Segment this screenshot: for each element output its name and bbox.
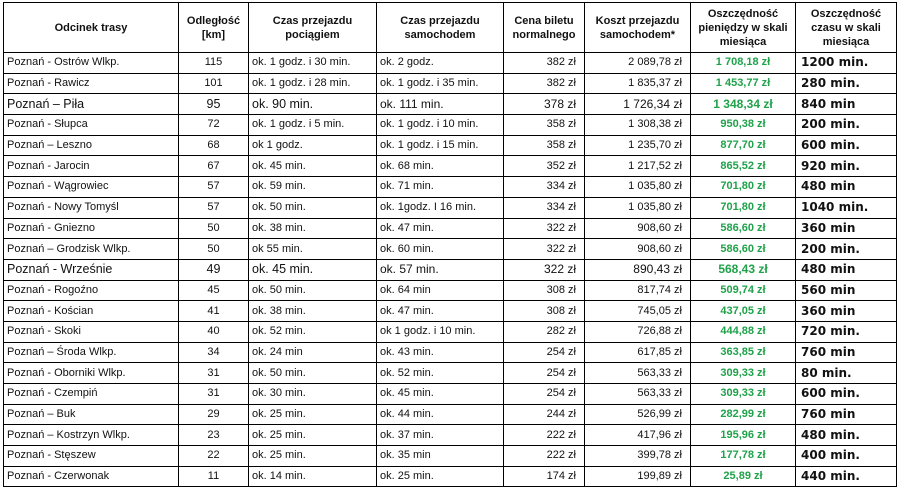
train-time-cell: ok. 1 godz. i 5 min.: [249, 115, 377, 136]
time-saving-cell: 480 min: [796, 177, 897, 198]
ticket-price-cell: 378 zł: [504, 94, 585, 115]
car-time-cell: ok 1 godz. i 10 min.: [377, 321, 504, 342]
table-row: [4, 363, 897, 384]
money-saving-cell: 865,52 zł: [691, 156, 796, 177]
train-time-cell: ok. 38 min.: [249, 218, 377, 239]
distance-cell: 40: [179, 321, 249, 342]
ticket-price-cell: 322 zł: [504, 218, 585, 239]
money-saving-cell: 950,38 zł: [691, 115, 796, 136]
car-time-cell: ok. 2 godz.: [377, 53, 504, 74]
table-row: [4, 321, 897, 342]
car-cost-cell: 1 035,80 zł: [585, 197, 691, 218]
ticket-price-cell: 322 zł: [504, 259, 585, 280]
time-saving-cell: 920 min.: [796, 156, 897, 177]
train-time-cell: ok. 45 min.: [249, 259, 377, 280]
distance-cell: 101: [179, 73, 249, 94]
time-saving-cell: 480 min.: [796, 425, 897, 446]
route-cell: Poznań - Oborniki Wlkp.: [4, 363, 179, 384]
car-cost-cell: 890,43 zł: [585, 259, 691, 280]
car-cost-cell: 1 726,34 zł: [585, 94, 691, 115]
car-cost-cell: 726,88 zł: [585, 321, 691, 342]
car-time-cell: ok. 52 min.: [377, 363, 504, 384]
train-time-cell: ok. 14 min.: [249, 466, 377, 487]
money-saving-cell: 586,60 zł: [691, 218, 796, 239]
table-row: [4, 197, 897, 218]
time-saving-cell: 360 min: [796, 301, 897, 322]
train-time-cell: ok. 50 min.: [249, 197, 377, 218]
time-saving-cell: 760 min: [796, 404, 897, 425]
ticket-price-cell: 254 zł: [504, 342, 585, 363]
time-saving-cell: 280 min.: [796, 73, 897, 94]
time-saving-cell: 760 min: [796, 342, 897, 363]
car-time-cell: ok. 1 godz. i 15 min.: [377, 135, 504, 156]
distance-cell: 22: [179, 446, 249, 467]
money-saving-cell: 195,96 zł: [691, 425, 796, 446]
car-cost-cell: 817,74 zł: [585, 280, 691, 301]
route-cell: Poznań – Leszno: [4, 135, 179, 156]
train-time-cell: ok. 45 min.: [249, 156, 377, 177]
route-cell: Poznań – Kostrzyn Wlkp.: [4, 425, 179, 446]
money-saving-cell: 1 348,34 zł: [691, 94, 796, 115]
car-cost-cell: 908,60 zł: [585, 218, 691, 239]
commute-comparison-table: [3, 2, 897, 487]
distance-cell: 23: [179, 425, 249, 446]
time-saving-cell: 560 min: [796, 280, 897, 301]
table-row: [4, 404, 897, 425]
money-saving-cell: 568,43 zł: [691, 259, 796, 280]
car-time-cell: ok. 68 min.: [377, 156, 504, 177]
route-cell: Poznań - Jarocin: [4, 156, 179, 177]
distance-cell: 50: [179, 239, 249, 260]
car-time-cell: ok. 64 min: [377, 280, 504, 301]
car-cost-cell: 1 217,52 zł: [585, 156, 691, 177]
header-ticket-price: Cena biletu normalnego: [504, 3, 585, 53]
time-saving-cell: 80 min.: [796, 363, 897, 384]
money-saving-cell: 701,80 zł: [691, 197, 796, 218]
train-time-cell: ok. 30 min.: [249, 384, 377, 405]
ticket-price-cell: 254 zł: [504, 384, 585, 405]
table-row: [4, 177, 897, 198]
time-saving-cell: 720 min.: [796, 321, 897, 342]
ticket-price-cell: 358 zł: [504, 135, 585, 156]
time-saving-cell: 200 min.: [796, 115, 897, 136]
train-time-cell: ok. 52 min.: [249, 321, 377, 342]
ticket-price-cell: 382 zł: [504, 53, 585, 74]
car-time-cell: ok. 111 min.: [377, 94, 504, 115]
ticket-price-cell: 174 zł: [504, 466, 585, 487]
train-time-cell: ok. 59 min.: [249, 177, 377, 198]
table-row: [4, 156, 897, 177]
distance-cell: 11: [179, 466, 249, 487]
train-time-cell: ok. 1 godz. i 30 min.: [249, 53, 377, 74]
route-cell: Poznań - Gniezno: [4, 218, 179, 239]
train-time-cell: ok. 25 min.: [249, 446, 377, 467]
header-car-cost: Koszt przejazdu samochodem*: [585, 3, 691, 53]
money-saving-cell: 177,78 zł: [691, 446, 796, 467]
car-time-cell: ok. 35 min: [377, 446, 504, 467]
ticket-price-cell: 308 zł: [504, 301, 585, 322]
distance-cell: 31: [179, 363, 249, 384]
car-time-cell: ok. 1 godz. i 35 min.: [377, 73, 504, 94]
header-money-saving: Oszczędność pieniędzy w skali miesiąca: [691, 3, 796, 53]
car-time-cell: ok. 37 min.: [377, 425, 504, 446]
train-time-cell: ok. 25 min.: [249, 425, 377, 446]
money-saving-cell: 877,70 zł: [691, 135, 796, 156]
car-cost-cell: 1 235,70 zł: [585, 135, 691, 156]
table-body: [4, 53, 897, 487]
distance-cell: 41: [179, 301, 249, 322]
route-cell: Poznań - Rawicz: [4, 73, 179, 94]
table-row: [4, 425, 897, 446]
distance-cell: 115: [179, 53, 249, 74]
car-cost-cell: 199,89 zł: [585, 466, 691, 487]
money-saving-cell: 363,85 zł: [691, 342, 796, 363]
ticket-price-cell: 334 zł: [504, 197, 585, 218]
train-time-cell: ok. 1 godz. i 28 min.: [249, 73, 377, 94]
car-cost-cell: 908,60 zł: [585, 239, 691, 260]
time-saving-cell: 200 min.: [796, 239, 897, 260]
ticket-price-cell: 282 zł: [504, 321, 585, 342]
car-time-cell: ok. 47 min.: [377, 301, 504, 322]
distance-cell: 67: [179, 156, 249, 177]
table-row: [4, 73, 897, 94]
header-distance: Odległość [km]: [179, 3, 249, 53]
header-route: Odcinek trasy: [4, 3, 179, 53]
route-cell: Poznań - Ostrów Wlkp.: [4, 53, 179, 74]
route-cell: Poznań – Środa Wlkp.: [4, 342, 179, 363]
car-time-cell: ok. 57 min.: [377, 259, 504, 280]
table-row: [4, 239, 897, 260]
route-cell: Poznań - Czerwonak: [4, 466, 179, 487]
car-time-cell: ok. 43 min.: [377, 342, 504, 363]
car-time-cell: ok. 1 godz. i 10 min.: [377, 115, 504, 136]
ticket-price-cell: 254 zł: [504, 363, 585, 384]
table-row: [4, 115, 897, 136]
money-saving-cell: 309,33 zł: [691, 384, 796, 405]
train-time-cell: ok. 50 min.: [249, 280, 377, 301]
money-saving-cell: 437,05 zł: [691, 301, 796, 322]
car-cost-cell: 399,78 zł: [585, 446, 691, 467]
car-time-cell: ok. 60 min.: [377, 239, 504, 260]
route-cell: Poznań – Buk: [4, 404, 179, 425]
car-cost-cell: 2 089,78 zł: [585, 53, 691, 74]
time-saving-cell: 600 min.: [796, 135, 897, 156]
money-saving-cell: 282,99 zł: [691, 404, 796, 425]
money-saving-cell: 25,89 zł: [691, 466, 796, 487]
table-row: [4, 466, 897, 487]
route-cell: Poznań - Stęszew: [4, 446, 179, 467]
route-cell: Poznań - Wrześnie: [4, 259, 179, 280]
table-row: [4, 135, 897, 156]
table-row: [4, 301, 897, 322]
train-time-cell: ok. 90 min.: [249, 94, 377, 115]
money-saving-cell: 1 708,18 zł: [691, 53, 796, 74]
distance-cell: 57: [179, 197, 249, 218]
car-cost-cell: 526,99 zł: [585, 404, 691, 425]
car-cost-cell: 1 835,37 zł: [585, 73, 691, 94]
ticket-price-cell: 308 zł: [504, 280, 585, 301]
header-car-time: Czas przejazdu samochodem: [377, 3, 504, 53]
distance-cell: 45: [179, 280, 249, 301]
distance-cell: 50: [179, 218, 249, 239]
money-saving-cell: 444,88 zł: [691, 321, 796, 342]
ticket-price-cell: 358 zł: [504, 115, 585, 136]
time-saving-cell: 1200 min.: [796, 53, 897, 74]
train-time-cell: ok. 24 min: [249, 342, 377, 363]
train-time-cell: ok 1 godz.: [249, 135, 377, 156]
train-time-cell: ok 55 min.: [249, 239, 377, 260]
route-cell: Poznań - Wągrowiec: [4, 177, 179, 198]
car-cost-cell: 563,33 zł: [585, 384, 691, 405]
train-time-cell: ok. 38 min.: [249, 301, 377, 322]
time-saving-cell: 1040 min.: [796, 197, 897, 218]
distance-cell: 31: [179, 384, 249, 405]
train-time-cell: ok. 50 min.: [249, 363, 377, 384]
distance-cell: 72: [179, 115, 249, 136]
car-cost-cell: 745,05 zł: [585, 301, 691, 322]
car-cost-cell: 1 308,38 zł: [585, 115, 691, 136]
car-cost-cell: 617,85 zł: [585, 342, 691, 363]
car-cost-cell: 563,33 zł: [585, 363, 691, 384]
money-saving-cell: 309,33 zł: [691, 363, 796, 384]
route-cell: Poznań - Skoki: [4, 321, 179, 342]
car-cost-cell: 417,96 zł: [585, 425, 691, 446]
money-saving-cell: 1 453,77 zł: [691, 73, 796, 94]
distance-cell: 34: [179, 342, 249, 363]
car-time-cell: ok. 71 min.: [377, 177, 504, 198]
time-saving-cell: 840 min: [796, 94, 897, 115]
ticket-price-cell: 222 zł: [504, 425, 585, 446]
train-time-cell: ok. 25 min.: [249, 404, 377, 425]
car-time-cell: ok. 44 min.: [377, 404, 504, 425]
distance-cell: 57: [179, 177, 249, 198]
table-row: [4, 280, 897, 301]
table-row: [4, 218, 897, 239]
car-time-cell: ok. 45 min.: [377, 384, 504, 405]
time-saving-cell: 360 min: [796, 218, 897, 239]
table-row: [4, 259, 897, 280]
ticket-price-cell: 382 zł: [504, 73, 585, 94]
ticket-price-cell: 244 zł: [504, 404, 585, 425]
time-saving-cell: 400 min.: [796, 446, 897, 467]
route-cell: Poznań - Nowy Tomyśl: [4, 197, 179, 218]
route-cell: Poznań - Czempiń: [4, 384, 179, 405]
car-cost-cell: 1 035,80 zł: [585, 177, 691, 198]
car-time-cell: ok. 47 min.: [377, 218, 504, 239]
car-time-cell: ok. 25 min.: [377, 466, 504, 487]
time-saving-cell: 600 min.: [796, 384, 897, 405]
header-row: [4, 3, 897, 53]
distance-cell: 29: [179, 404, 249, 425]
table-row: [4, 53, 897, 74]
route-cell: Poznań – Grodzisk Wlkp.: [4, 239, 179, 260]
route-cell: Poznań - Słupca: [4, 115, 179, 136]
table-row: [4, 94, 897, 115]
comparison-table-wrapper: [3, 2, 897, 487]
money-saving-cell: 509,74 zł: [691, 280, 796, 301]
table-row: [4, 342, 897, 363]
table-header: [4, 3, 897, 53]
ticket-price-cell: 352 zł: [504, 156, 585, 177]
table-row: [4, 384, 897, 405]
header-time-saving: Oszczędność czasu w skali miesiąca: [796, 3, 897, 53]
route-cell: Poznań - Rogoźno: [4, 280, 179, 301]
table-row: [4, 446, 897, 467]
header-train-time: Czas przejazdu pociągiem: [249, 3, 377, 53]
time-saving-cell: 480 min: [796, 259, 897, 280]
route-cell: Poznań - Kościan: [4, 301, 179, 322]
distance-cell: 68: [179, 135, 249, 156]
distance-cell: 49: [179, 259, 249, 280]
ticket-price-cell: 322 zł: [504, 239, 585, 260]
car-time-cell: ok. 1godz. I 16 min.: [377, 197, 504, 218]
time-saving-cell: 440 min.: [796, 466, 897, 487]
ticket-price-cell: 334 zł: [504, 177, 585, 198]
distance-cell: 95: [179, 94, 249, 115]
money-saving-cell: 701,80 zł: [691, 177, 796, 198]
route-cell: Poznań – Piła: [4, 94, 179, 115]
ticket-price-cell: 222 zł: [504, 446, 585, 467]
money-saving-cell: 586,60 zł: [691, 239, 796, 260]
